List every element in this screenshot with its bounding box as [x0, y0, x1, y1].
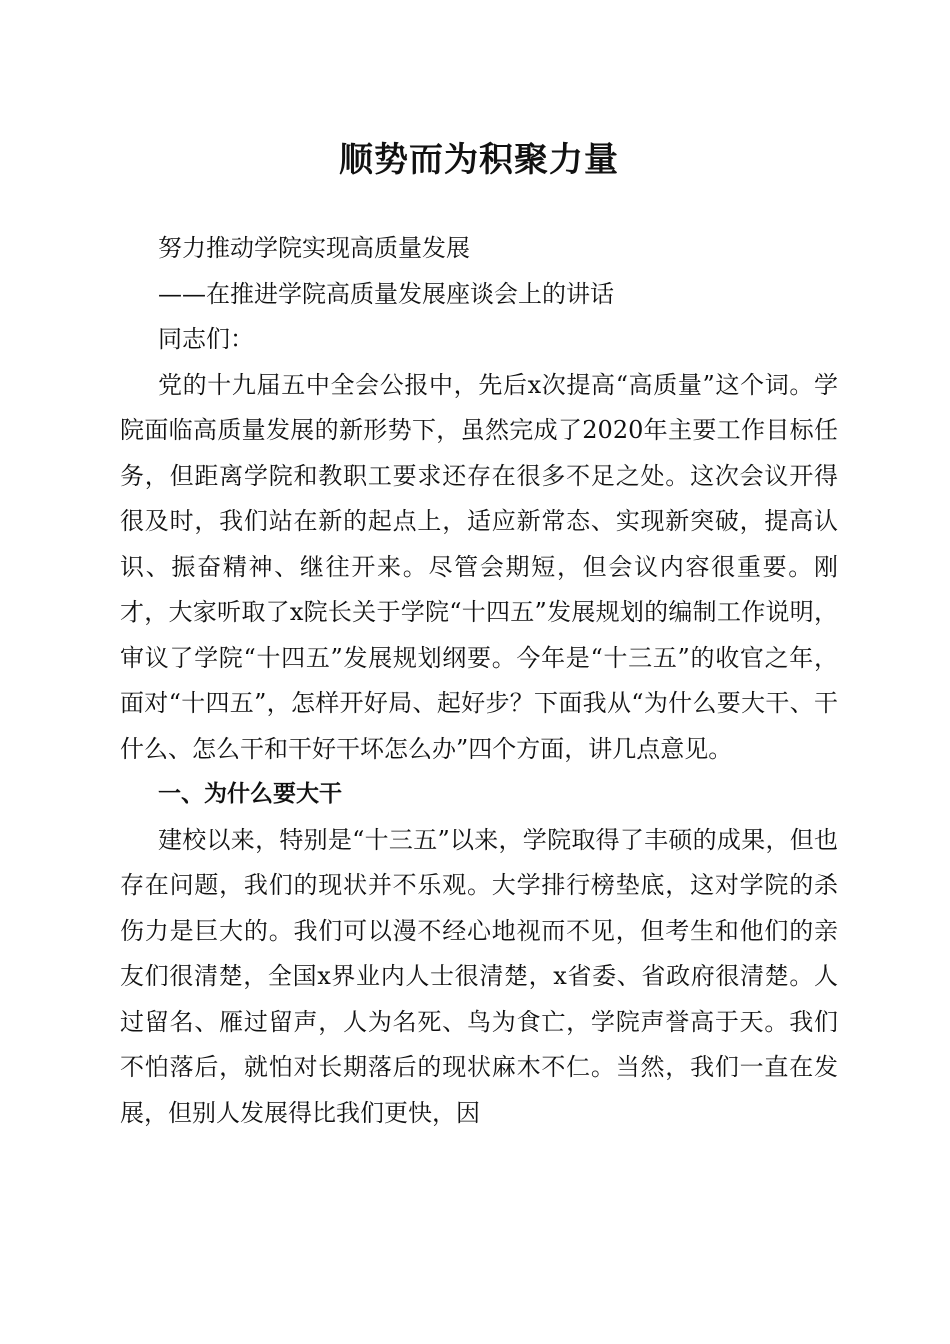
- document-title: 顺势而为积聚力量: [339, 140, 619, 180]
- subtitle: 努力推动学院实现高质量发展: [158, 234, 470, 262]
- section-paragraph: 建校以来，特别是“十三五”以来，学院取得了丰硕的成果，但也存在问题，我们的现状并不乐观。大学排行榜垫底，这对学院的杀伤力是巨大的。我们可以漫不经心地视而不见，但考生和他们的亲友们很清楚，全国x界业内人士很清楚，x省委、省政府很清楚。人过留名、雁过留声，人为名死、鸟为食亡，学院声誉高于天。我们不怕落后，就怕对长期落后的现状麻木不仁。当然，我们一直在发展，但别人发展得比我们更快，因: [120, 825, 838, 1127]
- intro-paragraph: 党的十九届五中全会公报中，先后x次提高“高质量”这个词。学院面临高质量发展的新形势下，虽然完成了2020年主要工作目标任务，但距离学院和教职工要求还存在很多不足之处。这次会议开得很及时，我们站在新的起点上，适应新常态、实现新突破，提高认识、振奋精神、继往开来。尽管会期短，但会议内容很重要。刚才，大家听取了x院长关于学院“十四五”发展规划的编制工作说明，审议了学院“十四五”发展规划纲要。今年是“十三五”的收官之年，面对“十四五”，怎样开好局、起好步？下面我从“为什么要大干、干什么、怎么干和干好干坏怎么办”四个方面，讲几点意见。: [120, 370, 838, 763]
- subtitle-note: ——在推进学院高质量发展座谈会上的讲话: [158, 279, 614, 308]
- salutation: 同志们：: [158, 325, 254, 353]
- section-heading: 一、为什么要大干: [158, 781, 342, 807]
- document-body: [120, 226, 838, 1136]
